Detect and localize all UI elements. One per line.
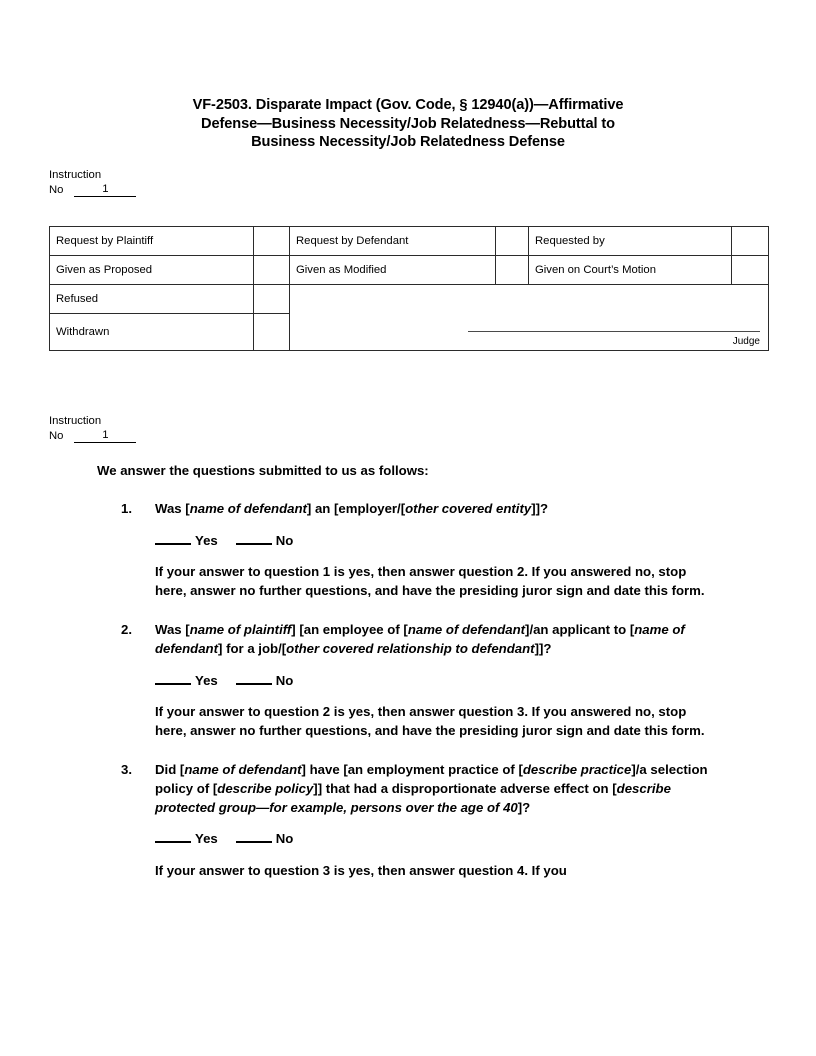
checkbox-given-as-proposed[interactable] [254,256,290,285]
question-1-no-blank[interactable] [236,532,272,545]
title-line-2: Defense—Business Necessity/Job Relatedness—Rebuttal to [201,115,615,132]
question-2-text: Was [name of plaintiff] [an employee of [name of defendant]/an applicant to [name of defendant] for a job/[other covered relationship to defendant]]? [155,622,685,656]
checkbox-withdrawn[interactable] [254,314,290,351]
cell-request-by-plaintiff: Request by Plaintiff [50,227,254,256]
question-2 [121,621,720,740]
question-2-yes-label: Yes [195,672,218,688]
question-3-no-blank[interactable] [236,830,272,843]
checkbox-requested-by[interactable] [732,227,769,256]
instruction-number-second [49,414,136,443]
checkbox-given-on-courts-motion[interactable] [732,256,769,285]
instruction-no-field-second[interactable]: 1 [74,429,136,443]
cell-given-as-modified: Given as Modified [290,256,496,285]
question-2-yes-blank[interactable] [155,672,191,685]
cell-withdrawn: Withdrawn [50,314,254,351]
checkbox-given-as-modified[interactable] [496,256,529,285]
question-2-no-label: No [275,672,294,688]
table-row [50,227,769,256]
cell-given-as-proposed: Given as Proposed [50,256,254,285]
question-1-yes-label: Yes [195,532,218,548]
question-1-no-label: No [275,532,294,548]
question-1-answer-row [155,532,720,551]
verdict-body [0,462,816,880]
cell-given-on-courts-motion: Given on Court’s Motion [529,256,732,285]
cell-requested-by: Requested by [529,227,732,256]
disposition-table [49,226,769,351]
question-1-yes-blank[interactable] [155,532,191,545]
instruction-label-top: Instruction [49,169,102,181]
question-2-answer-row [155,672,720,691]
cell-refused: Refused [50,285,254,314]
question-3-instruction-note: If your answer to question 3 is yes, then answer question 4. If you [155,862,567,878]
question-3-no-label: No [275,831,294,847]
instruction-no-field-top[interactable]: 1 [74,183,136,197]
table-row [50,256,769,285]
cell-request-by-defendant: Request by Defendant [290,227,496,256]
question-2-no-blank[interactable] [236,672,272,685]
question-3-text: Did [name of defendant] have [an employment practice of [describe practice]/a selection policy of [describe policy]] that had a disproportionate adverse effect on [describe protected group—for example, persons over the age of 40]? [155,762,708,815]
instruction-number-top [49,168,136,197]
question-3 [121,761,720,880]
question-3-yes-label: Yes [195,831,218,847]
instruction-no-label-second: No [49,429,64,442]
checkbox-refused[interactable] [254,285,290,314]
instruction-label-second: Instruction [49,415,102,427]
question-3-answer-row [155,830,720,849]
instruction-no-label-top: No [49,183,64,196]
intro-statement: We answer the questions submitted to us as follows: [97,463,429,478]
question-2-number: 2. [121,622,132,638]
judge-signature-area [290,285,769,351]
title-line-3: Business Necessity/Job Relatedness Defense [251,134,565,150]
title-line-1: VF-2503. Disparate Impact (Gov. Code, § 12940(a))—Affirmative [192,97,624,113]
question-1-text: Was [name of defendant] an [employer/[other covered entity]]? [155,501,549,516]
question-1-instruction-note: If your answer to question 1 is yes, then answer question 2. If you answered no, stop here, answer no further questions, and have the presiding juror sign and date this form. [155,564,705,598]
checkbox-request-by-defendant[interactable] [496,227,529,256]
question-1-number: 1. [121,501,132,516]
checkbox-request-by-plaintiff[interactable] [254,227,290,256]
question-3-number: 3. [121,762,132,778]
judge-signature-label: Judge [732,336,760,347]
question-2-instruction-note: If your answer to question 2 is yes, then answer question 3. If you answered no, stop here, answer no further questions, and have the presiding juror sign and date this form. [155,704,705,738]
page-title [130,96,686,152]
question-3-yes-blank[interactable] [155,830,191,843]
table-row [50,285,769,314]
question-1 [121,500,720,600]
judge-signature-line[interactable] [468,331,760,332]
